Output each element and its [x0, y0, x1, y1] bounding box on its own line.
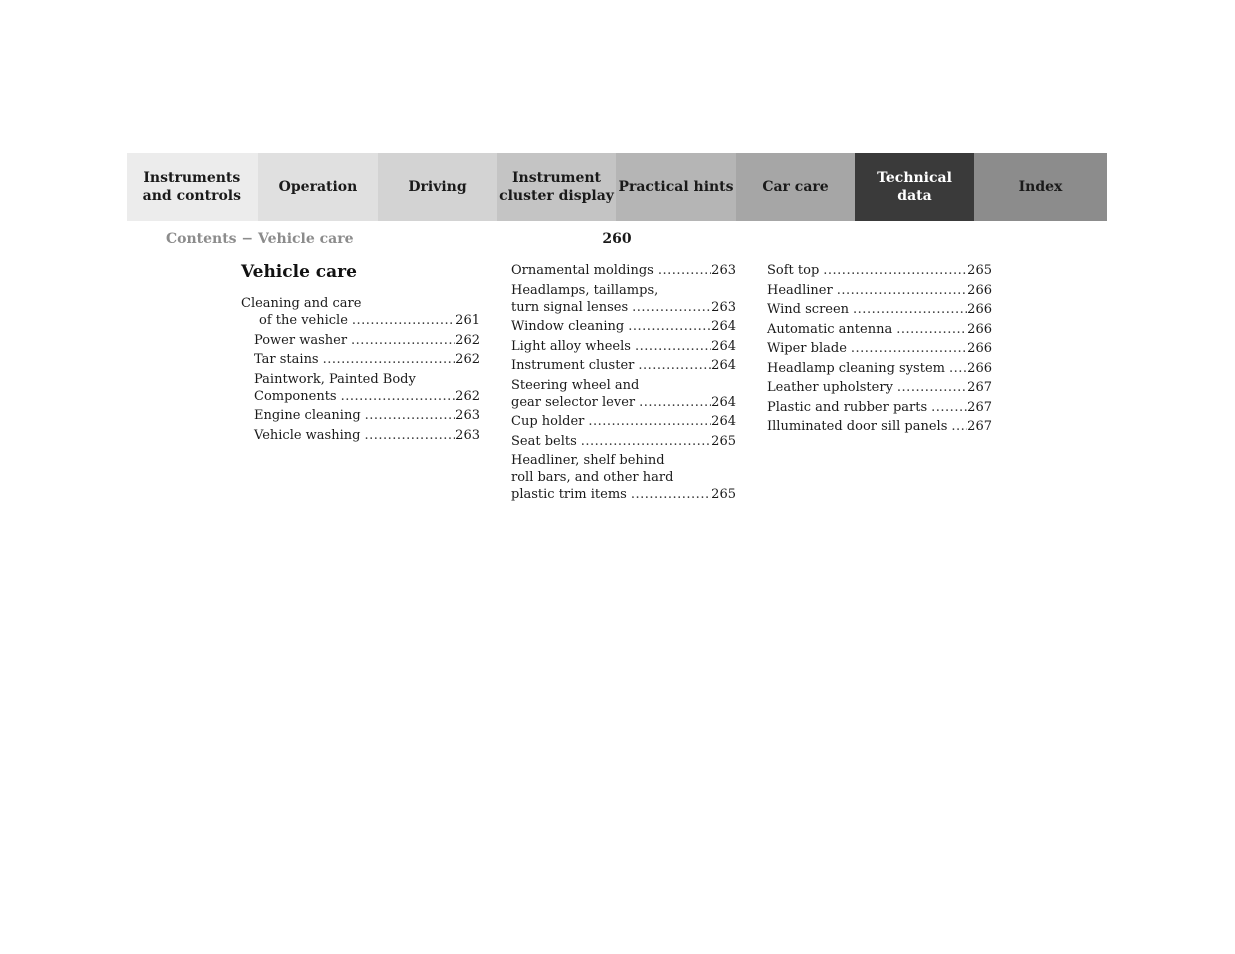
toc-entry-text: Illuminated door sill panels	[767, 419, 948, 434]
dot-leader	[639, 394, 711, 411]
dot-leader	[658, 262, 711, 279]
toc-entry-illuminated-door-sill-panels[interactable]	[767, 418, 992, 435]
toc-entry-text: Leather upholstery	[767, 380, 893, 395]
toc-entry-text: Tar stains	[254, 352, 319, 367]
tab-operation[interactable]	[258, 153, 378, 221]
tab-instruments-and-controls[interactable]	[127, 153, 258, 221]
section-title: Vehicle care	[241, 262, 357, 282]
dot-leader	[853, 301, 967, 318]
dot-leader	[365, 407, 456, 424]
toc-entry-text: Paintwork, Painted Body	[254, 371, 416, 387]
toc-entry-text: Plastic and rubber parts	[767, 399, 928, 415]
toc-entry-turn-signal-lenses[interactable]	[511, 282, 736, 316]
toc-column-2	[511, 262, 736, 506]
dot-leader	[351, 332, 455, 349]
dot-leader	[364, 427, 455, 444]
tab-car-care[interactable]	[736, 153, 855, 221]
toc-entry-text: Wiper blade	[767, 341, 847, 356]
dot-leader	[631, 486, 711, 503]
dot-leader	[628, 318, 711, 335]
toc-entry-text: Headlamps, taillamps,	[511, 282, 659, 298]
toc-entry-text: Light alloy wheels	[511, 338, 631, 354]
toc-page-number: 262	[455, 388, 480, 404]
dot-leader	[823, 262, 967, 279]
toc-page-number: 265	[711, 487, 736, 502]
tab-driving[interactable]	[378, 153, 497, 221]
toc-entry-gear-selector-lever[interactable]	[511, 377, 736, 411]
toc-entry-window-cleaning[interactable]	[511, 318, 736, 335]
tab-label: Index	[1018, 179, 1063, 195]
toc-entry-plastic-and-rubber-parts[interactable]	[767, 399, 992, 416]
tab-index[interactable]	[974, 153, 1107, 221]
toc-entry-headlamp-cleaning-system[interactable]	[767, 360, 992, 377]
tab-instrument-cluster-display[interactable]	[497, 153, 616, 221]
toc-page-number: 267	[967, 419, 992, 434]
toc-page-number: 266	[967, 321, 992, 337]
toc-column-1	[241, 295, 480, 446]
toc-page-number: 267	[967, 380, 992, 395]
dot-leader	[341, 388, 456, 405]
toc-page-number: 262	[455, 332, 480, 348]
toc-group-label: Cleaning and care	[241, 296, 362, 311]
tab-label: Instrument cluster display	[499, 170, 614, 204]
dot-leader	[323, 351, 456, 368]
toc-page-number: 266	[967, 360, 992, 376]
toc-entry-wiper-blade[interactable]	[767, 340, 992, 357]
dot-leader	[951, 418, 967, 435]
tab-label: Driving	[408, 179, 467, 195]
dot-leader	[897, 379, 967, 396]
tab-label: Car care	[762, 179, 829, 195]
dot-leader	[352, 312, 455, 329]
toc-page-number: 263	[711, 299, 736, 315]
toc-entry-text: Steering wheel and	[511, 377, 640, 393]
toc-page-number: 264	[711, 319, 736, 334]
toc-entry-text: Soft top	[767, 263, 820, 278]
toc-page-number: 263	[455, 408, 480, 423]
toc-entry-text: Power washer	[254, 332, 348, 348]
toc-entry-text: Instrument cluster	[511, 358, 635, 373]
toc-page-number: 266	[967, 341, 992, 356]
tab-label: Practical hints	[618, 179, 734, 195]
toc-entry-ornamental-moldings[interactable]	[511, 262, 736, 279]
dot-leader	[638, 357, 711, 374]
toc-entry-text: Seat belts	[511, 433, 577, 449]
tab-label: Instruments and controls	[142, 170, 241, 204]
toc-entry-components[interactable]	[241, 371, 480, 405]
toc-entry-plastic-trim-items[interactable]	[511, 452, 736, 503]
tab-technical-data[interactable]	[855, 153, 974, 221]
dot-leader	[632, 299, 711, 316]
toc-entry-text: turn signal lenses	[511, 299, 629, 315]
toc-entry-text: Cup holder	[511, 414, 585, 429]
toc-entry-wind-screen[interactable]	[767, 301, 992, 318]
toc-entry-of-the-vehicle[interactable]	[241, 312, 480, 329]
toc-entry-headliner[interactable]	[767, 282, 992, 299]
tab-label: Operation	[278, 179, 358, 195]
dot-leader	[931, 399, 967, 416]
chapter-tab-bar	[127, 153, 1107, 221]
toc-page-number: 265	[711, 433, 736, 449]
dot-leader	[949, 360, 967, 377]
toc-column-3	[767, 262, 992, 438]
tab-label: Technical data	[877, 170, 952, 204]
toc-page-number: 263	[455, 427, 480, 443]
toc-entry-automatic-antenna[interactable]	[767, 321, 992, 338]
toc-entry-soft-top[interactable]	[767, 262, 992, 279]
toc-page-number: 264	[711, 394, 736, 410]
toc-entry-text: Window cleaning	[511, 319, 625, 334]
toc-entry-leather-upholstery[interactable]	[767, 379, 992, 396]
toc-entry-cup-holder[interactable]	[511, 413, 736, 430]
dot-leader	[851, 340, 967, 357]
dot-leader	[588, 413, 711, 430]
toc-page-number: 266	[967, 302, 992, 317]
toc-entry-instrument-cluster[interactable]	[511, 357, 736, 374]
toc-entry-text: Components	[254, 388, 337, 404]
toc-entry-tar-stains[interactable]	[241, 351, 480, 368]
toc-entry-text: roll bars, and other hard	[511, 470, 674, 485]
dot-leader	[581, 433, 711, 450]
dot-leader	[635, 338, 711, 355]
toc-page-number: 266	[967, 282, 992, 298]
toc-entry-text: gear selector lever	[511, 394, 636, 410]
toc-entry-power-washer[interactable]	[241, 332, 480, 349]
toc-entry-text: of the vehicle	[259, 313, 348, 328]
dot-leader	[896, 321, 967, 338]
toc-page-number: 267	[967, 399, 992, 415]
dot-leader	[837, 282, 967, 299]
toc-entry-text: Headliner, shelf behind	[511, 453, 665, 468]
toc-entry-text: plastic trim items	[511, 487, 627, 502]
toc-page-number: 262	[455, 352, 480, 367]
toc-page-number: 265	[967, 263, 992, 278]
toc-entry-text: Engine cleaning	[254, 408, 361, 423]
toc-entry-text: Automatic antenna	[767, 321, 893, 337]
toc-entry-text: Headlamp cleaning system	[767, 360, 945, 376]
tab-practical-hints[interactable]	[616, 153, 736, 221]
toc-entry-engine-cleaning[interactable]	[241, 407, 480, 424]
toc-entry-vehicle-washing[interactable]	[241, 427, 480, 444]
toc-entry-light-alloy-wheels[interactable]	[511, 338, 736, 355]
toc-page-number: 264	[711, 414, 736, 429]
toc-page-number: 263	[711, 263, 736, 278]
page-header-title: Contents − Vehicle care	[166, 231, 354, 247]
toc-entry-text: Headliner	[767, 282, 833, 298]
toc-page-number: 264	[711, 358, 736, 373]
toc-entry-text: Ornamental moldings	[511, 263, 654, 278]
toc-page-number: 264	[711, 338, 736, 354]
toc-page-number: 261	[455, 313, 480, 328]
toc-entry-text: Vehicle washing	[254, 427, 361, 443]
page-number: 260	[602, 231, 632, 247]
toc-entry-text: Wind screen	[767, 302, 850, 317]
toc-entry-seat-belts[interactable]	[511, 433, 736, 450]
